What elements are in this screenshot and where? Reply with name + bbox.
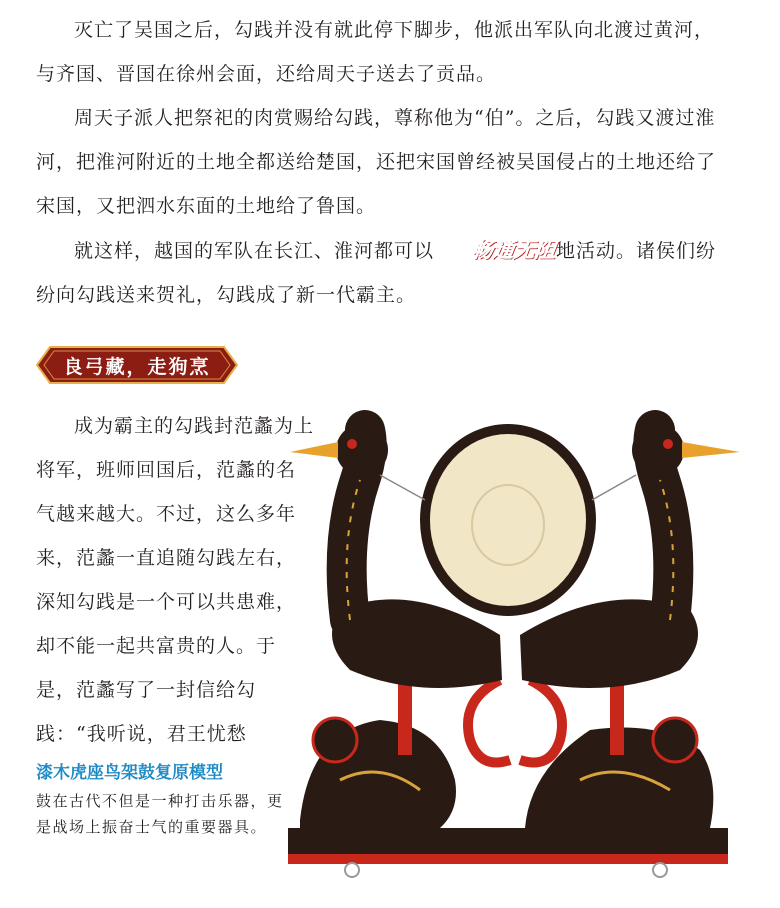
- paragraph-2: 周天子派人把祭祀的肉赏赐给勾践，尊称他为“伯”。之后，勾践又渡过淮河，把淮河附近的土地全都送给楚国，还把宋国曾经被吴国侵占的土地还给了宋国，又把泗水东面的土地给了鲁国。: [36, 107, 717, 217]
- section-heading-banner: [36, 346, 238, 384]
- drum-head: [430, 434, 586, 606]
- bird-head-left: [336, 424, 388, 476]
- tiger-left-head: [313, 718, 357, 762]
- side-paragraph: 成为霸主的勾践封范蠡为上将军，班师回国后，范蠡的名气越来越大。不过，这么多年来，范蠡一直追随勾践左右，深知勾践是一个可以共患难，却不能一起共富贵的人。于是，范蠡写了一封信给勾践：“我听说，君王忧愁: [36, 415, 315, 745]
- caption-title: 漆木虎座鸟架鼓复原模型: [36, 763, 223, 783]
- paragraph-3-start: 就这样，越国的军队在长江、淮河都可以: [74, 240, 435, 262]
- emphasis-phrase: 畅通无阻: [470, 238, 558, 262]
- paragraph-3: [36, 228, 726, 317]
- drum-string-right: [592, 475, 636, 500]
- caption-body: 鼓在古代不但是一种打击乐器，更是战场上振奋士气的重要器具。: [36, 792, 284, 836]
- bird-eye-right: [663, 439, 673, 449]
- scroll-left: [468, 680, 510, 763]
- base-platform: [288, 828, 728, 858]
- paragraph-3-end: 地活动。诸侯们纷纷向勾践送来贺礼，勾践成了新一代霸主。: [36, 240, 717, 306]
- drum-string-left: [380, 475, 425, 500]
- section-title: 良弓藏，走狗烹: [63, 355, 211, 378]
- tiger-right-head: [653, 718, 697, 762]
- drum-artifact-photo: [280, 380, 780, 900]
- bird-head-right: [632, 424, 684, 476]
- bird-eye-left: [347, 439, 357, 449]
- paragraph-1: 灭亡了吴国之后，勾践并没有就此停下脚步，他派出军队向北渡过黄河，与齐国、晋国在徐州会面，还给周天子送去了贡品。: [36, 19, 715, 85]
- base-ring-right: [653, 863, 667, 877]
- base-ring-left: [345, 863, 359, 877]
- bird-beak-left: [290, 442, 338, 458]
- bird-beak-right: [682, 442, 740, 458]
- scroll-right: [520, 680, 562, 763]
